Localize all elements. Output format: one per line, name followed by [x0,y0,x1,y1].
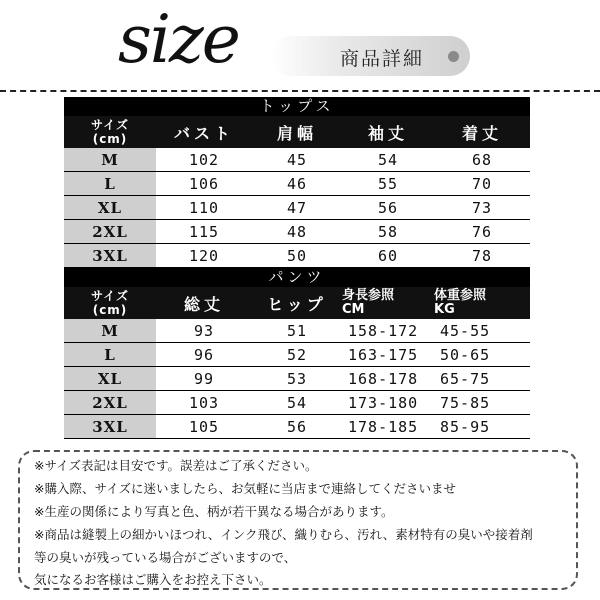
pants-header-row [64,287,530,319]
table-cell: 168-178 [342,367,434,391]
table-cell: 47 [252,196,342,220]
table-cell: 54 [342,148,434,172]
size-cell: L [64,172,156,196]
table-row [64,220,530,244]
table-cell: 68 [434,148,530,172]
note-line: ※商品は縫製上の細かいほつれ、インク飛び、織りむら、汚れ、素材特有の臭いや接着剤 [34,527,533,542]
table-cell: 50-65 [434,343,530,367]
note-line: ※生産の関係により写真と色、柄が若干異なる場合があります。 [34,504,394,519]
column-header-total-length: 総丈 [156,287,252,319]
table-cell: 54 [252,391,342,415]
column-header-length: 着丈 [434,116,530,148]
table-cell: 56 [342,196,434,220]
table-cell: 75-85 [434,391,530,415]
table-row [64,172,530,196]
tops-section-title: トップス [64,97,530,116]
table-cell: 103 [156,391,252,415]
table-cell: 48 [252,220,342,244]
table-row [64,367,530,391]
tops-header-row [64,116,530,148]
pants-section-title: パンツ [64,268,530,288]
note-line: ※サイズ表記は目安です。誤差はご了承ください。 [34,458,318,473]
table-cell: 158-172 [342,319,434,343]
size-cell: XL [64,367,156,391]
table-cell: 46 [252,172,342,196]
table-cell: 60 [342,244,434,268]
table-cell: 99 [156,367,252,391]
table-row [64,415,530,439]
table-cell: 163-175 [342,343,434,367]
column-header-shoulder: 肩幅 [252,116,342,148]
column-header-weight-ref: 体重参照 KG [434,287,530,319]
note-line: 気になるお客様はご購入をお控え下さい。 [34,572,272,587]
dot-icon [448,51,459,62]
subtitle: 商品詳細 [340,48,425,70]
size-table [64,97,530,439]
table-row [64,244,530,268]
table-cell: 106 [156,172,252,196]
table-cell: 178-185 [342,415,434,439]
table-cell: 78 [434,244,530,268]
table-cell: 65-75 [434,367,530,391]
size-cell: 3XL [64,415,156,439]
size-cell: L [64,343,156,367]
size-cell: M [64,319,156,343]
column-header-bust: バスト [156,116,252,148]
table-row [64,391,530,415]
size-column-header: サイズ (cm) [64,116,156,148]
column-header-hip: ヒップ [252,287,342,319]
table-cell: 70 [434,172,530,196]
tops-section [64,97,530,268]
table-cell: 58 [342,220,434,244]
table-cell: 73 [434,196,530,220]
column-header-height-ref: 身長参照 CM [342,287,434,319]
table-cell: 53 [252,367,342,391]
table-cell: 120 [156,244,252,268]
table-cell: 45-55 [434,319,530,343]
table-row [64,196,530,220]
table-cell: 45 [252,148,342,172]
table-cell: 93 [156,319,252,343]
column-header-sleeve: 袖丈 [342,116,434,148]
table-row [64,319,530,343]
table-row [64,343,530,367]
size-column-header: サイズ (cm) [64,287,156,319]
size-cell: 2XL [64,391,156,415]
table-cell: 56 [252,415,342,439]
table-cell: 50 [252,244,342,268]
size-script-title: size [118,1,239,78]
note-line: 等の臭いが残っている場合がございますので、 [34,550,297,565]
pants-section [64,268,530,439]
size-cell: 2XL [64,220,156,244]
table-cell: 85-95 [434,415,530,439]
note-line: ※購入際、サイズに迷いましたら、お気軽に当店まで連絡してくださいませ [34,481,456,496]
table-cell: 51 [252,319,342,343]
size-cell: XL [64,196,156,220]
table-cell: 96 [156,343,252,367]
header [0,0,600,90]
table-row [64,148,530,172]
size-cell: 3XL [64,244,156,268]
table-cell: 102 [156,148,252,172]
size-chart [64,97,530,439]
table-cell: 52 [252,343,342,367]
table-cell: 173-180 [342,391,434,415]
dashed-divider [0,90,600,92]
notes-box [18,450,578,590]
table-cell: 55 [342,172,434,196]
table-cell: 115 [156,220,252,244]
table-cell: 105 [156,415,252,439]
table-cell: 76 [434,220,530,244]
size-cell: M [64,148,156,172]
table-cell: 110 [156,196,252,220]
